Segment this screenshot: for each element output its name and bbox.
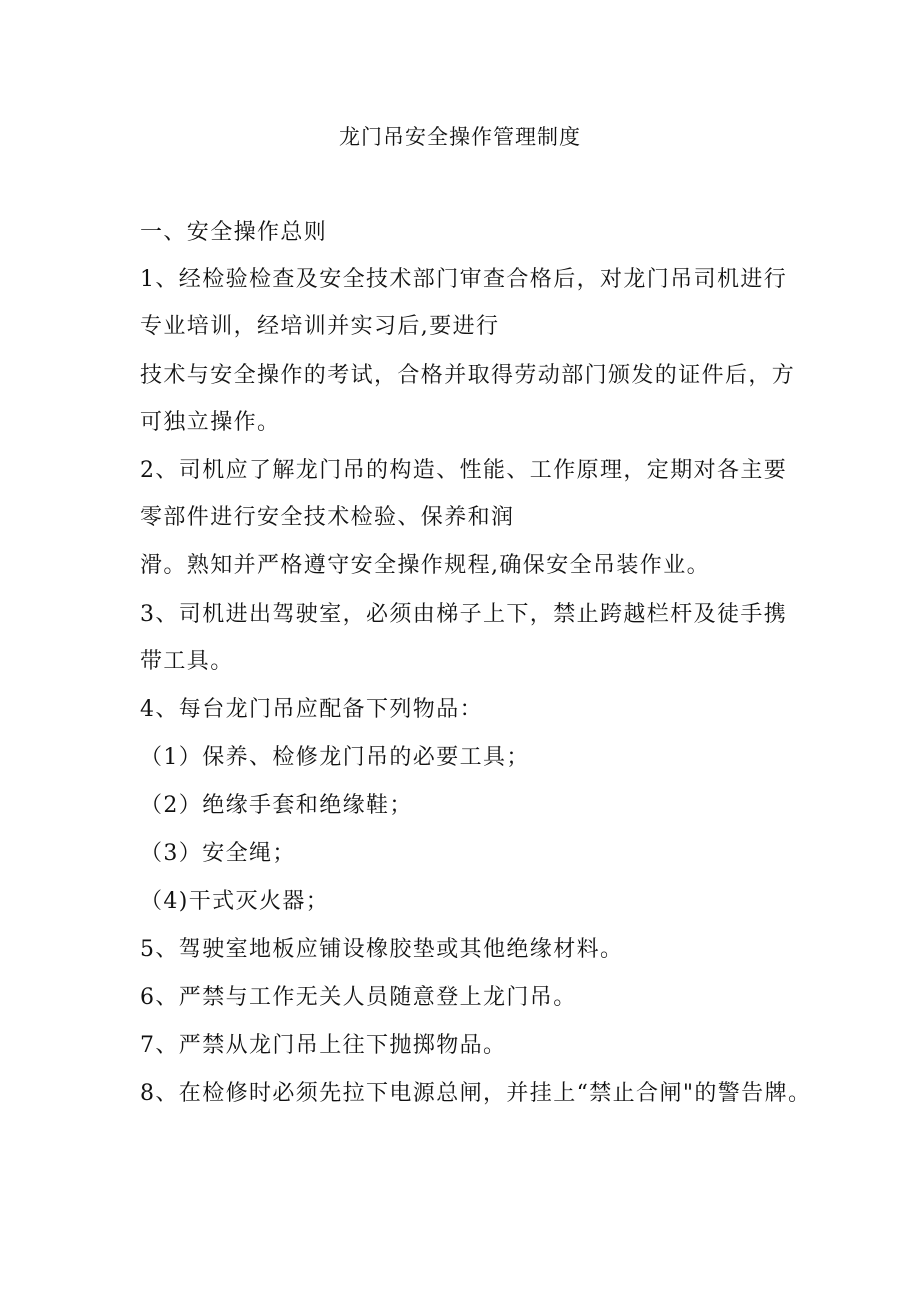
paragraph-line: 零部件进行安全技术检验、保养和润 — [140, 505, 515, 530]
paragraph-line: 技术与安全操作的考试，合格并取得劳动部门颁发的证件后，方 — [140, 363, 796, 388]
paragraph-line: 3、司机进出驾驶室，必须由梯子上下，禁止跨越栏杆及徒手携 — [140, 602, 788, 627]
section-heading: 一、安全操作总则 — [140, 220, 328, 245]
list-item: （3）安全绳； — [140, 841, 296, 866]
paragraph-line: 专业培训，经培训并实习后,要进行 — [140, 314, 500, 339]
paragraph-line: 滑。熟知并严格遵守安全操作规程,确保安全吊装作业。 — [140, 553, 710, 578]
paragraph-line: 6、严禁与工作无关人员随意登上龙门吊。 — [140, 985, 577, 1010]
list-item: （4)干式灭火器； — [140, 889, 330, 914]
paragraph-line: 可独立操作。 — [140, 410, 281, 435]
paragraph-line: 1、经检验检查及安全技术部门审查合格后，对龙门吊司机进行 — [140, 267, 788, 292]
paragraph-line: 2、司机应了解龙门吊的构造、性能、工作原理，定期对各主要 — [140, 458, 788, 483]
paragraph-line: 4、每台龙门吊应配备下列物品： — [140, 697, 483, 722]
paragraph-line: 8、在检修时必须先拉下电源总闸，并挂上“禁止合闸"的警告牌。 — [140, 1081, 812, 1106]
paragraph-line: 5、驾驶室地板应铺设橡胶垫或其他绝缘材料。 — [140, 937, 624, 962]
paragraph-line: 带工具。 — [140, 649, 234, 674]
paragraph-line: 7、严禁从龙门吊上往下抛掷物品。 — [140, 1033, 507, 1058]
list-item: （1）保养、检修龙门吊的必要工具； — [140, 745, 530, 770]
list-item: （2）绝缘手套和绝缘鞋； — [140, 793, 413, 818]
document-title: 龙门吊安全操作管理制度 — [339, 125, 581, 149]
